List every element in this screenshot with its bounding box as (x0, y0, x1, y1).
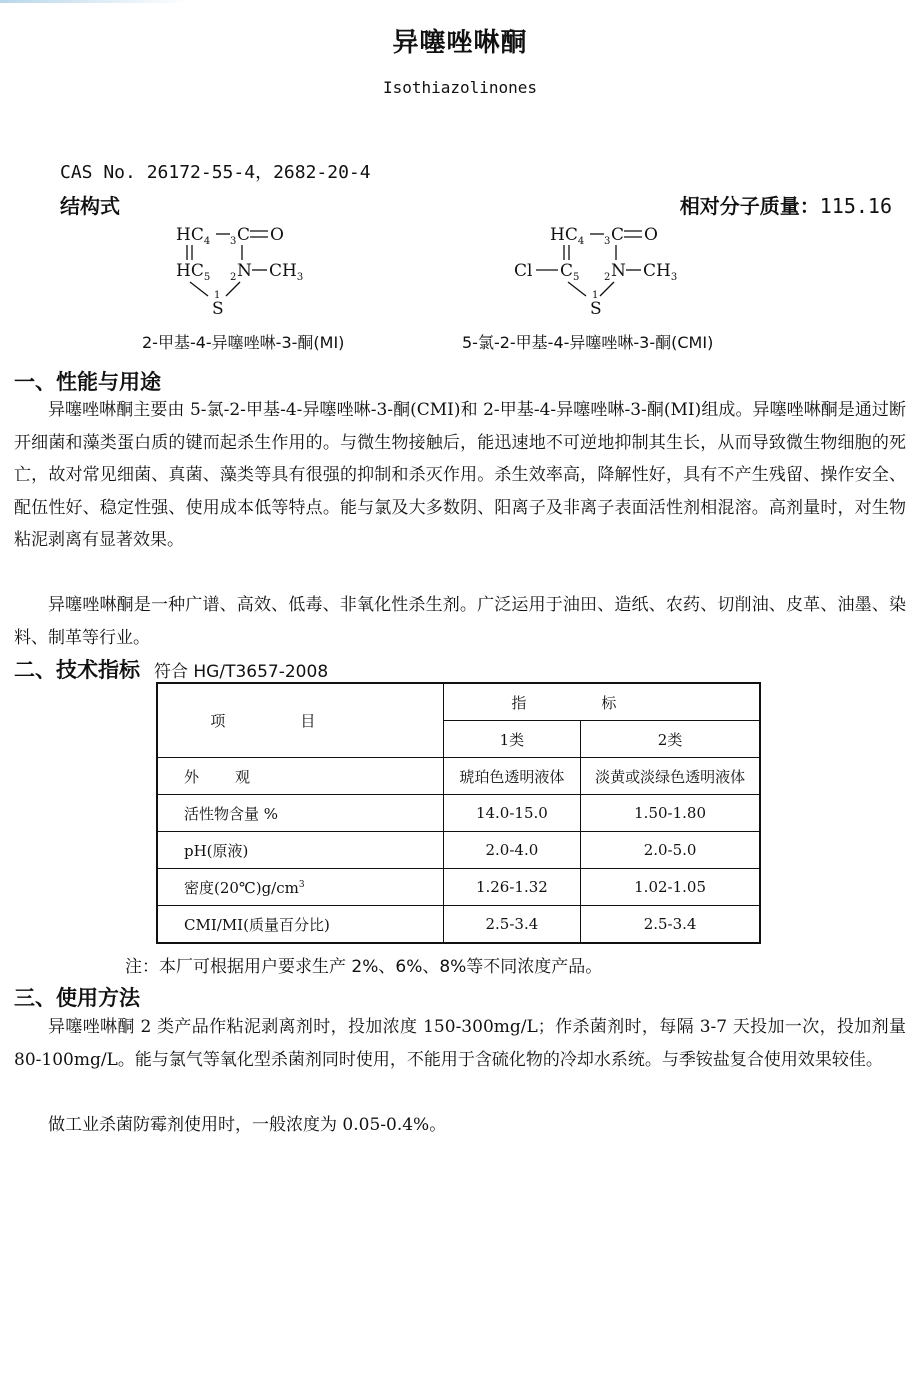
structure-cmi (510, 218, 710, 318)
atom-n-number: 2 (604, 272, 611, 283)
atom-s-number: 1 (592, 290, 599, 301)
section-heading-usage: 三、使用方法 (14, 986, 140, 1010)
atom-c3-number: 3 (604, 236, 611, 247)
atom-s: S (212, 299, 224, 318)
page-subtitle: Isothiazolinones (382, 78, 538, 97)
table-row (157, 869, 760, 906)
atom-o: O (270, 225, 284, 245)
molecular-weight (680, 190, 892, 219)
paragraph-properties-1: 异噻唑啉酮主要由 5-氯-2-甲基-4-异噻唑啉-3-酮(CMI)和 2-甲基-4-异噻唑啉-3-酮(MI)组成。异噻唑啉酮是通过断开细菌和藻类蛋白质的键而起杀生作用的。与微生物接触后，能迅速地不可逆地抑制其生长，从而导致微生物细胞的死亡，故对常见细菌、真菌、藻类等具有很强的抑制和杀灭作用。杀生效率高，降解性好，具有不产生残留、操作安全、配伍性好、稳定性强、使用成本低等特点。能与氯及大多数阴、阳离子及非离子表面活性剂相混溶。高剂量时，对生物粘泥剥离有显著效果。 (14, 400, 906, 551)
row-class-2: 淡黄或淡绿色透明液体 (581, 758, 760, 795)
atom-c3: C (237, 225, 251, 245)
header-index: 指标 (443, 683, 760, 721)
atom-s-number: 1 (214, 290, 221, 301)
atom-cl: Cl (514, 261, 533, 281)
page-title: 异噻唑啉酮 (392, 28, 528, 58)
corner-accent (0, 0, 190, 3)
spec-table (156, 682, 761, 944)
atom-o: O (644, 225, 658, 245)
atom-s: S (590, 299, 602, 318)
row-class-1: 2.0-4.0 (443, 832, 581, 869)
table-note: 注：本厂可根据用户要求生产 2%、6%、8%等不同浓度产品。 (125, 957, 603, 977)
atom-c3: C (611, 225, 625, 245)
atom-ch3: $CH_3$ (643, 261, 678, 283)
row-item: 活性物含量 % (157, 795, 443, 832)
atom-c5: $C_5$ (560, 261, 580, 283)
bond-c5-s (568, 282, 586, 296)
row-class-1: 1.26-1.32 (443, 869, 581, 906)
atom-c5: $HC_5$ (176, 261, 211, 283)
structure-mi (170, 218, 330, 318)
table-row (157, 795, 760, 832)
row-class-1: 琥珀色透明液体 (443, 758, 581, 795)
header-item: 项目 (157, 683, 443, 758)
structure-label: 结构式 (60, 194, 120, 218)
row-class-2: 1.50-1.80 (581, 795, 760, 832)
structure-caption-cmi: 5-氯-2-甲基-4-异噻唑啉-3-酮(CMI) (462, 333, 714, 352)
header-class-2: 2类 (581, 721, 760, 758)
atom-n-number: 2 (230, 272, 237, 283)
row-class-1: 14.0-15.0 (443, 795, 581, 832)
table-row (157, 832, 760, 869)
section-heading-specs-title: 二、技术指标 (14, 658, 140, 682)
row-class-1: 2.5-3.4 (443, 906, 581, 944)
cas-number: CAS No. 26172-55-4，2682-20-4 (60, 162, 371, 183)
row-item: CMI/MI(质量百分比) (157, 906, 443, 944)
atom-ch3: $CH_3$ (269, 261, 304, 283)
section-heading-specs (14, 654, 328, 684)
bond-n-s (226, 282, 240, 296)
bond-n-s (600, 282, 614, 296)
row-class-2: 1.02-1.05 (581, 869, 760, 906)
atom-n: N (237, 261, 252, 281)
atom-c3-number: 3 (230, 236, 237, 247)
row-class-2: 2.0-5.0 (581, 832, 760, 869)
paragraph-properties-2: 异噻唑啉酮是一种广谱、高效、低毒、非氧化性杀生剂。广泛运用于油田、造纸、农药、切削油、皮革、油墨、染料、制革等行业。 (14, 595, 906, 648)
row-item: 密度$(20℃)g/cm^3$ (157, 869, 443, 906)
row-item: 外观 (157, 758, 443, 795)
standard-reference: 符合 HG/T3657-2008 (154, 662, 329, 682)
atom-c4: $HC_4$ (176, 225, 211, 247)
table-row (157, 906, 760, 944)
paragraph-usage-1: 异噻唑啉酮 2 类产品作粘泥剥离剂时，投加浓度 150-300mg/L；作杀菌剂时，每隔 3-7 天投加一次，投加剂量 80-100mg/L。能与氯气等氧化型杀菌剂同时使用，不能用于含硫化物的冷却水系统。与季铵盐复合使用效果较佳。 (14, 1017, 906, 1070)
header-class-1: 1类 (443, 721, 581, 758)
table-header-row (157, 683, 760, 721)
row-item: pH(原液) (157, 832, 443, 869)
table-row (157, 758, 760, 795)
structure-caption-mi: 2-甲基-4-异噻唑啉-3-酮(MI) (142, 333, 345, 352)
paragraph-usage-2: 做工业杀菌防霉剂使用时，一般浓度为 0.05-0.4%。 (48, 1115, 447, 1135)
bond-c5-s (190, 282, 208, 296)
row-class-2: 2.5-3.4 (581, 906, 760, 944)
section-heading-properties: 一、性能与用途 (14, 370, 161, 394)
atom-c4: $HC_4$ (550, 225, 585, 247)
molecular-weight-label: 相对分子质量： (679, 194, 820, 218)
atom-n: N (611, 261, 626, 281)
molecular-weight-value: 115.16 (819, 194, 892, 218)
